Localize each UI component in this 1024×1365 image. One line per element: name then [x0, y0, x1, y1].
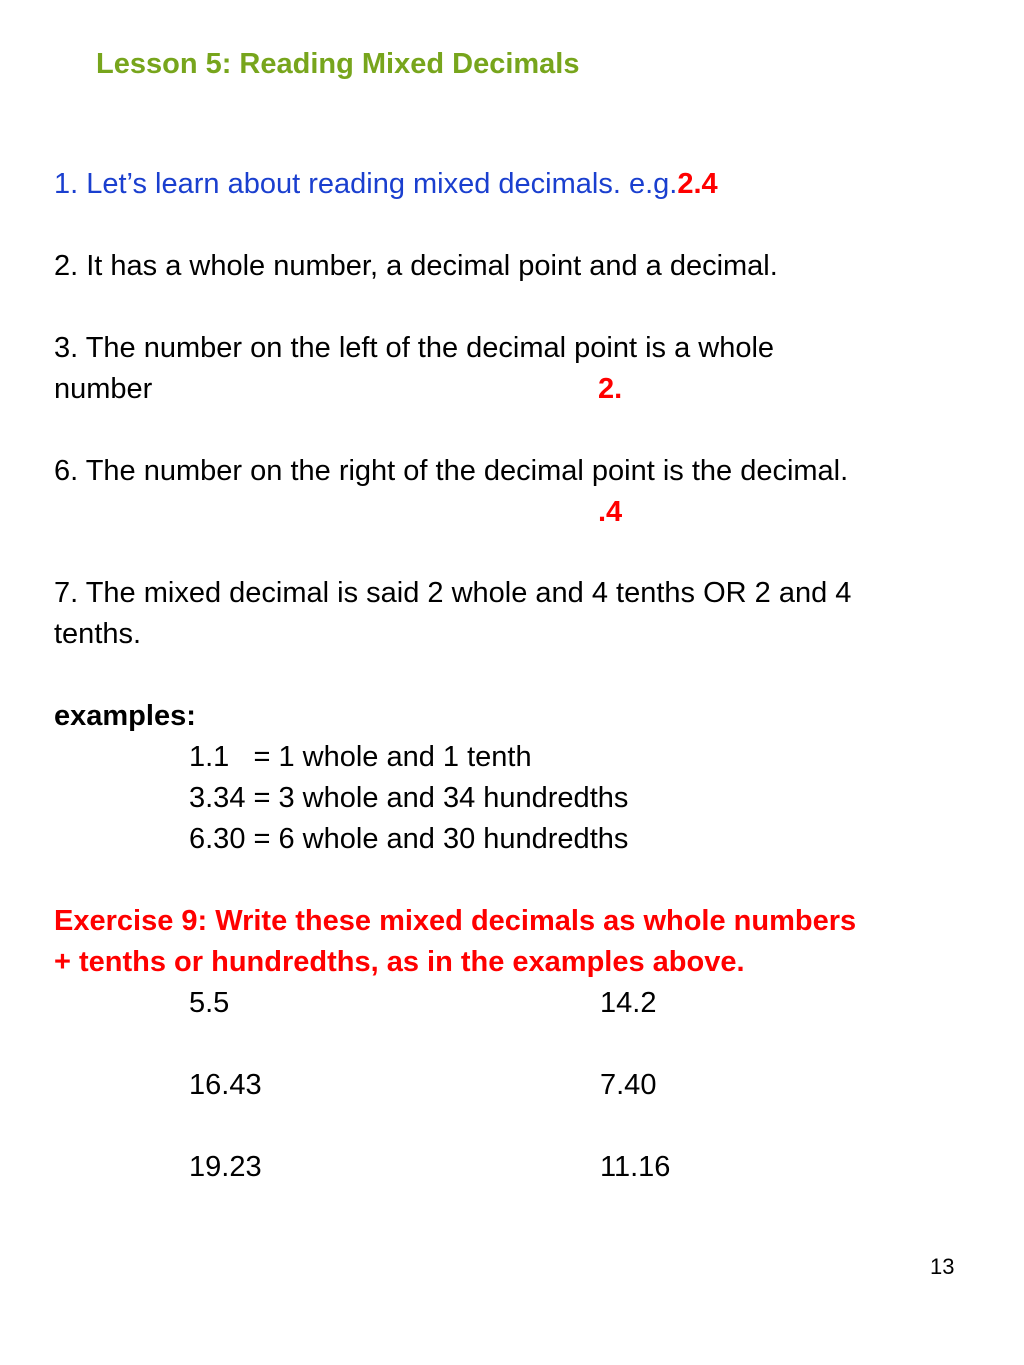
exercise-heading-line-1: Exercise 9: Write these mixed decimals as whole numbers	[54, 905, 857, 937]
lesson-title: Lesson 5: Reading Mixed Decimals	[96, 48, 580, 80]
exercise-item: 7.40	[600, 1069, 657, 1101]
point-6-highlight: .4	[598, 496, 623, 528]
exercise-item: 16.43	[189, 1069, 262, 1101]
point-3-line-2: number	[54, 373, 153, 405]
example-item: 3.34 = 3 whole and 34 hundredths	[189, 782, 629, 814]
point-1-example: 2.4	[677, 168, 718, 200]
point-1-text: 1. Let’s learn about reading mixed decimals. e.g.	[54, 168, 678, 200]
exercise-item: 19.23	[189, 1151, 262, 1183]
example-item: 1.1 = 1 whole and 1 tenth	[189, 741, 532, 773]
point-1	[54, 164, 718, 204]
point-2: 2. It has a whole number, a decimal point and a decimal.	[54, 250, 778, 282]
point-7-line-2: tenths.	[54, 618, 142, 650]
point-3-highlight: 2.	[598, 373, 623, 405]
examples-heading: examples:	[54, 700, 196, 732]
point-7-line-1: 7. The mixed decimal is said 2 whole and 4 tenths OR 2 and 4	[54, 577, 852, 609]
point-3-line-1: 3. The number on the left of the decimal point is a whole	[54, 332, 775, 364]
example-item: 6.30 = 6 whole and 30 hundredths	[189, 823, 629, 855]
point-6: 6. The number on the right of the decimal point is the decimal.	[54, 455, 849, 487]
page-number: 13	[930, 1254, 955, 1279]
exercise-item: 14.2	[600, 987, 657, 1019]
exercise-heading-line-2: + tenths or hundredths, as in the examples above.	[54, 946, 745, 978]
exercise-item: 11.16	[600, 1151, 671, 1183]
exercise-item: 5.5	[189, 987, 230, 1019]
